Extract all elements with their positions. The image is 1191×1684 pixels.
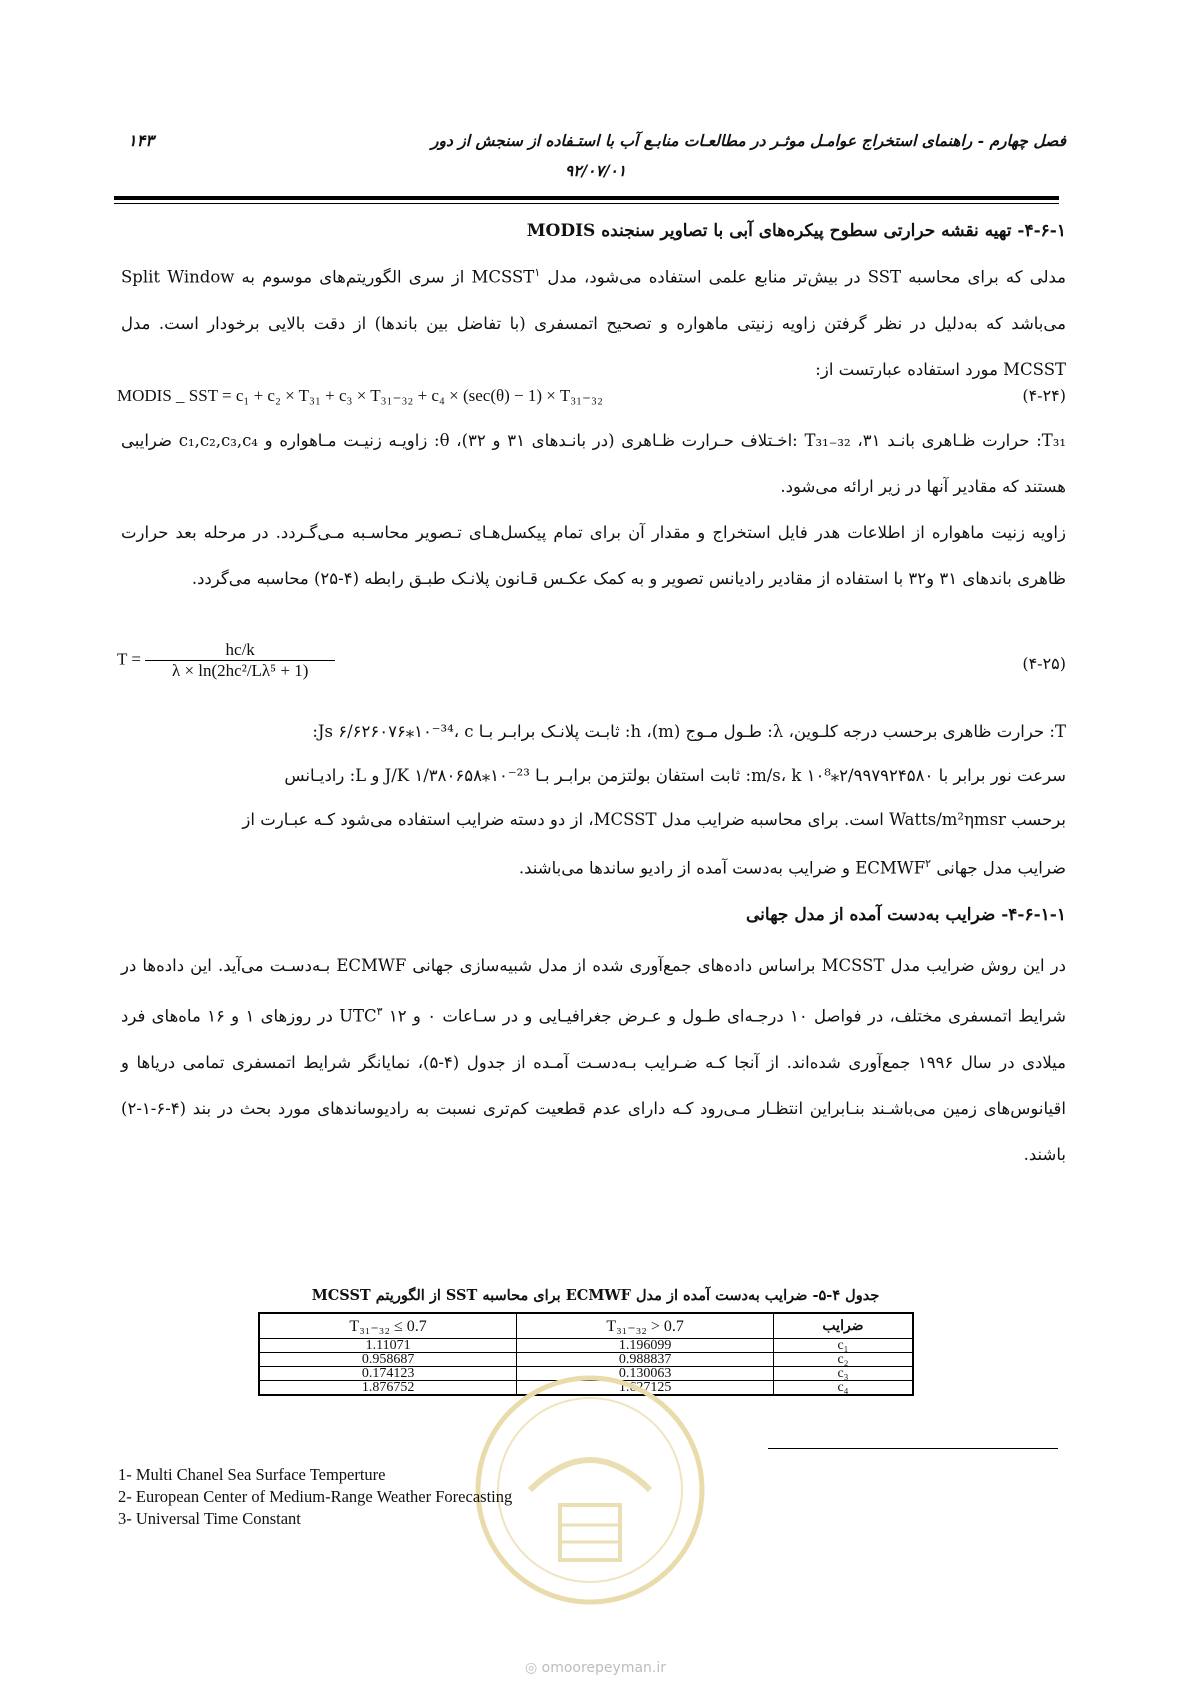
equation-number-24: (۴-۲۴) [1022, 386, 1066, 405]
equation-planck-numerator: hc/k [145, 640, 335, 661]
section-heading: ۴-۶-۱- تهیه نقشه حرارتی سطوح پیکره‌های آبی با تصاویر سنجنده MODIS [526, 221, 1066, 241]
paragraph-constants [121, 710, 1066, 891]
table-cell: c₂ [774, 1353, 913, 1367]
table-cell: 1.876752 [259, 1381, 517, 1396]
paragraph-ecmwf-b: در روزهای ۱ و ۱۶ ماه‌های فرد میلادی در سال ۱۹۹۶ جمع‌آوری شده‌اند. از آنجا کـه ضـرایب بـه‌دسـت آمـده از جدول (۴-۵)، نمایانگر شرایط اتمسفری تمامی دریاها و اقیانوس‌های زمین می‌باشـند بنـابراین انتظـار مـی‌رود کـه دارای عدم قطعیت کم‌تری نسبت به رادیوساندهای مورد بحث در بند (۴-۶-۱-۲) باشند. [121, 1006, 1066, 1164]
table-cell: 1.11071 [259, 1339, 517, 1353]
table-row [259, 1353, 913, 1367]
constants-line-3: برحسب Watts/m²ηmsr است. برای محاسبه ضرایب مدل MCSST، از دو دسته ضرایب استفاده می‌شود کـه عبـارت از [242, 810, 1066, 829]
paragraph-intro-a: مدلی که برای محاسبه SST در بیش‌تر منابع علمی استفاده می‌شود، مدل MCSST [471, 267, 1066, 287]
footnote-item: 2- European Center of Medium-Range Weather Forecasting [118, 1487, 513, 1506]
equation-number-25: (۴-۲۵) [1022, 654, 1066, 673]
paragraph-intro [121, 250, 1066, 393]
globe-icon: ◎ [524, 1660, 538, 1676]
header-date: ۹۲/۰۷/۰۱ [564, 161, 627, 180]
equation-mcsst: MODIS _ SST = c₁ + c₂ × T₃₁ + c₃ × T₃₁₋₃₂ + c₄ × (sec(θ) − 1) × T₃₁₋₃₂ [117, 386, 603, 405]
table-header-cell: T₃₁₋₃₂ > 0.7 [517, 1313, 774, 1339]
table-cell: 1.196099 [517, 1339, 774, 1353]
table-cell: c₁ [774, 1339, 913, 1353]
equation-planck-denominator: λ × ln(2hc²/Lλ⁵ + 1) [171, 661, 309, 680]
watermark-site-text: omoorepeyman.ir [541, 1660, 667, 1676]
footnote-ref-2: ۲ [925, 857, 932, 870]
subsection-heading: ۴-۶-۱-۱- ضرایب به‌دست آمده از مدل جهانی [746, 905, 1066, 925]
table-cell: c₃ [774, 1367, 913, 1381]
footnote-divider [768, 1448, 1058, 1449]
header-rule-thick [114, 196, 1059, 200]
table-header-cell: T₃₁₋₃₂ ≤ 0.7 [259, 1313, 517, 1339]
footnotes [118, 1464, 512, 1530]
paragraph-zenith: زاویه زنیت ماهواره از اطلاعات هدر فایل استخراج و مقدار آن برای تمام پیکسل‌هـای تـصویر محاسـبه مـی‌گـردد. در مرحله بعد حرارت ظاهری باندهای ۳۱ و۳۲ با استفاده از مقادیر رادیانس تصویر و به کمک عکـس قـانون پلانـک طبـق رابطه (۴-۲۵) محاسبه می‌گردد. [121, 523, 1066, 588]
table-cell: c₄ [774, 1381, 913, 1396]
equation-planck [117, 640, 335, 681]
table-caption: جدول ۴-۵- ضرایب به‌دست آمده از مدل ECMWF برای محاسبه SST از الگوریتم MCSST [311, 1287, 880, 1304]
paragraph-ecmwf-a: در این روش ضرایب مدل MCSST براساس داده‌های جمع‌آوری شده از مدل شبیه‌سازی جهانی ECMWF بـه‌دسـت می‌آید. این داده‌ها در شرایط اتمسفری مختلف، در فواصل ۱۰ درجـه‌ای طـول و عـرض جغرافیـایی و در سـاعات ۰ و ۱۲ UTC [121, 956, 1067, 1026]
constants-line-4 [121, 842, 1066, 891]
table-cell: 0.130063 [517, 1367, 774, 1381]
watermark-site [0, 1660, 1191, 1676]
table-row [259, 1339, 913, 1353]
table-cell: 0.958687 [259, 1353, 517, 1367]
paragraph-variables: T₃₁: حرارت ظـاهری بانـد ۳۱، T₃₁₋₃₂ :اخـتلاف حـرارت ظـاهری (در بانـدهای ۳۱ و ۳۲)، θ: زاویـه زنیـت مـاهواره و c₁,c₂,c₃,c₄ ضرایبی هستند که مقادیر آنها در زیر ارائه می‌شود. [121, 431, 1066, 496]
constants-line-1: T: حرارت ظاهری برحسب درجه کلـوین، λ: طـول مـوج (m)، h: ثابـت پلانـک برابـر بـا Js ۶/۶۲۶۰۷۶⁎۱۰⁻³⁴، c: [312, 722, 1066, 741]
header-rule-thin [114, 203, 1059, 204]
constants-line-4-a: ضرایب مدل جهانی ECMWF [855, 858, 1066, 878]
constants-line-2: سرعت نور برابر با ۲/۹۹۷۹۲۴۵۸۰⁎۱۰⁸ m/s، k: ثابت استفان بولتزمن برابـر بـا J/K ۱/۳۸۰۶۵۸⁎۱۰⁻²³ و L: رادیـانس [284, 766, 1066, 785]
table-header-cell: ضرایب [774, 1313, 913, 1339]
chapter-title: فصل چهارم - راهنمای استخراج عوامـل موثـر در مطالعـات منابـع آب با استـفاده از سنجش از دور [431, 131, 1066, 150]
footnote-ref-1: ۱ [534, 266, 541, 279]
footnote-item: 3- Universal Time Constant [118, 1509, 301, 1528]
equation-planck-lhs: T = [117, 649, 141, 669]
table-cell: 1.627125 [517, 1381, 774, 1396]
footnote-item: 1- Multi Chanel Sea Surface Temperture [118, 1465, 386, 1484]
paragraph-intro-b: از سری الگوریتم‌های موسوم به Split Window می‌باشد که به‌دلیل در نظر گرفتن زاویه زنیتی ماهواره و تصحیح اتمسفری (با تفاضل بین باندها) از دقت بالایی برخودار است. مدل MCSST مورد استفاده عبارتست از: [121, 267, 1066, 379]
table-cell: 0.174123 [259, 1367, 517, 1381]
table-header-row [259, 1313, 913, 1339]
equation-planck-fraction [145, 640, 335, 681]
table-cell: 0.988837 [517, 1353, 774, 1367]
constants-line-4-b: و ضرایب به‌دست آمده از رادیو ساندها می‌باشند. [518, 858, 856, 878]
page-number: ۱۴۳ [128, 131, 154, 150]
paragraph-ecmwf [121, 943, 1066, 1178]
footnote-ref-3: ۳ [376, 1005, 383, 1018]
